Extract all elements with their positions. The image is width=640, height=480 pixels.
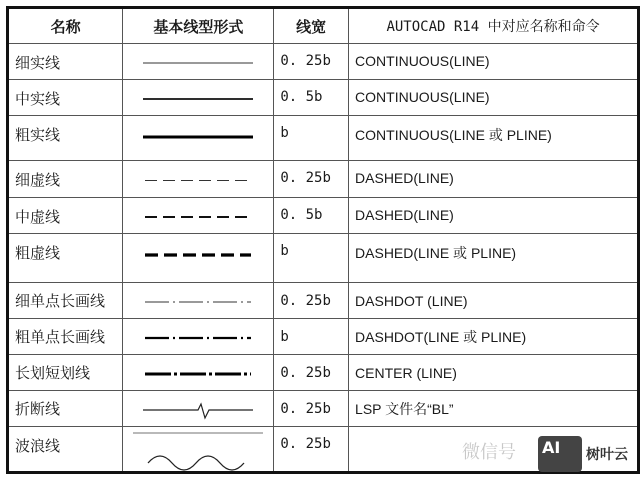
line-sample — [123, 161, 274, 198]
table-row — [8, 283, 639, 319]
line-name: 波浪线 — [8, 427, 123, 473]
line-name: 粗单点长画线 — [8, 319, 123, 355]
autocad-command: CONTINUOUS(LINE) — [349, 80, 639, 116]
autocad-command: CONTINUOUS(LINE 或 PLINE) — [349, 116, 639, 161]
line-name: 中实线 — [8, 80, 123, 116]
line-sample-break — [123, 392, 273, 426]
table-row — [8, 198, 639, 234]
line-width: 0. 5b — [274, 198, 349, 234]
line-sample — [123, 283, 274, 319]
table-row — [8, 44, 639, 80]
autocad-command: CONTINUOUS(LINE) — [349, 44, 639, 80]
line-sample-thin-dashed — [123, 162, 273, 197]
line-width: b — [274, 116, 349, 161]
header-style: 基本线型形式 — [123, 8, 274, 44]
logo-mark: AI — [542, 438, 561, 457]
line-sample — [123, 391, 274, 427]
line-name: 中虚线 — [8, 198, 123, 234]
table-row — [8, 161, 639, 198]
line-sample — [123, 234, 274, 283]
line-sample-medium-dashed — [123, 199, 273, 233]
line-sample — [123, 80, 274, 116]
watermark-text: 微信号 — [462, 442, 516, 463]
line-sample — [123, 319, 274, 355]
line-width: b — [274, 234, 349, 283]
line-name: 粗虚线 — [8, 234, 123, 283]
logo-text: 树叶云 — [586, 447, 628, 463]
table-header — [8, 8, 639, 44]
line-width: 0. 25b — [274, 44, 349, 80]
autocad-command: DASHDOT (LINE) — [349, 283, 639, 319]
line-name: 细单点长画线 — [8, 283, 123, 319]
line-sample-medium-solid — [123, 81, 273, 115]
line-width: 0. 25b — [274, 427, 349, 473]
header-width: 线宽 — [274, 8, 349, 44]
line-sample-thick-solid — [123, 117, 273, 160]
table-row — [8, 391, 639, 427]
table-row — [8, 355, 639, 391]
table-row — [8, 319, 639, 355]
line-name: 粗实线 — [8, 116, 123, 161]
table-row — [8, 234, 639, 283]
line-sample — [123, 44, 274, 80]
line-width: b — [274, 319, 349, 355]
logo — [538, 436, 582, 472]
line-sample-wave — [123, 427, 273, 471]
header-command: AUTOCAD R14 中对应名称和命令 — [349, 8, 639, 44]
line-sample — [123, 427, 274, 473]
line-sample — [123, 355, 274, 391]
line-width: 0. 5b — [274, 80, 349, 116]
autocad-command: DASHED(LINE 或 PLINE) — [349, 234, 639, 283]
line-width: 0. 25b — [274, 161, 349, 198]
line-name: 细虚线 — [8, 161, 123, 198]
line-sample-center — [123, 356, 273, 390]
table-row — [8, 80, 639, 116]
autocad-command: CENTER (LINE) — [349, 355, 639, 391]
line-sample-thin-dashdot — [123, 284, 273, 318]
line-width: 0. 25b — [274, 391, 349, 427]
table-row — [8, 116, 639, 161]
header-name: 名称 — [8, 8, 123, 44]
line-sample-thick-dashed — [123, 235, 273, 282]
line-name: 细实线 — [8, 44, 123, 80]
line-sample — [123, 198, 274, 234]
line-name: 长划短划线 — [8, 355, 123, 391]
line-sample — [123, 116, 274, 161]
autocad-command: DASHDOT(LINE 或 PLINE) — [349, 319, 639, 355]
line-sample-thin-solid — [123, 45, 273, 79]
line-type-table — [6, 6, 640, 474]
autocad-command: DASHED(LINE) — [349, 161, 639, 198]
line-sample-thick-dashdot — [123, 320, 273, 354]
autocad-command: DASHED(LINE) — [349, 198, 639, 234]
line-width: 0. 25b — [274, 355, 349, 391]
line-name: 折断线 — [8, 391, 123, 427]
autocad-command: LSP 文件名“BL” — [349, 391, 639, 427]
line-width: 0. 25b — [274, 283, 349, 319]
